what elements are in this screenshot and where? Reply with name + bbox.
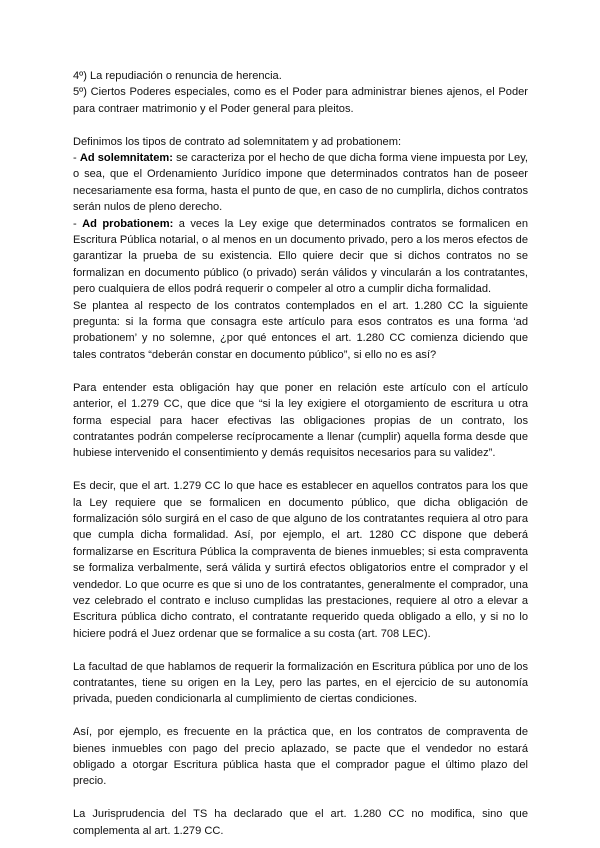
paragraph-ejemplo: Así, por ejemplo, es frecuente en la práctica que, en los contratos de compraventa de bienes inmuebles con pago del precio aplazado, se pacte que el vendedor no estará obligado a otorgar Escritura pública hasta que el comprador pague el último plazo del precio.: [73, 726, 528, 788]
term-ad-probationem: Ad probationem:: [82, 217, 174, 230]
document-page: [73, 68, 528, 839]
bullet-prefix: -: [73, 152, 80, 165]
paragraph-item-5: 5º) Ciertos Poderes especiales, como es el Poder para administrar bienes ajenos, el Poder para contraer matrimonio y el Poder general para pleitos.: [73, 86, 528, 115]
paragraph-item-4: 4º) La repudiación o renuncia de herencia.: [73, 70, 282, 82]
spacer: [73, 708, 528, 724]
spacer: [73, 117, 528, 133]
spacer: [73, 642, 528, 658]
paragraph-jurisprudencia: La Jurisprudencia del TS ha declarado que el art. 1.280 CC no modifica, sino que complementa al art. 1.279 CC.: [73, 808, 528, 837]
spacer: [73, 363, 528, 379]
spacer: [73, 790, 528, 806]
paragraph-question: Se plantea al respecto de los contratos contemplados en el art. 1.280 CC la siguiente pregunta: si la forma que consagra este artículo para esos contratos es una forma ‘ad probationem’ y no solemne, ¿por qué entonces el art. 1.280 CC comienza diciendo que tales contratos “deberán constar en documento público”, si ello no es así?: [73, 299, 528, 361]
bullet-prefix: -: [73, 217, 83, 230]
paragraph-definition-intro: Definimos los tipos de contrato ad solemnitatem y ad probationem:: [73, 135, 402, 148]
definition-text: a veces la Ley exige que determinados contratos se formalicen en Escritura Pública notarial, o al menos en un documento privado, pero a los meros efectos de garantizar la prueba de su existencia. Ello quiere decir que si dichos contratos no se formalizan en documento público (o privado) serán válidos y vincularán a los contratantes, pero cualquiera de ellos podrá requerir o compeler al otro a cumplir dicha formalidad.: [73, 217, 529, 296]
definition-text: se caracteriza por el hecho de que dicha forma viene impuesta por Ley, o sea, que el Ordenamiento Jurídico impone que determinados contratos han de poseer necesariamente esa forma, hasta el punto de que, en caso de no cumplirla, dichos contratos serán nulos de pleno derecho.: [73, 152, 528, 214]
paragraph-ad-solemnitatem: [73, 150, 528, 216]
paragraph-es-decir: Es decir, que el art. 1.279 CC lo que hace es establecer en aquellos contratos para los que la Ley requiere que se formalicen en documento público, que dicha obligación de formalización sólo surgirá en el caso de que alguno de los contratantes requiera al otro para que cumpla dicha formalidad. Así, por ejemplo, el art. 1280 CC dispone que deberá formalizarse en Escritura Pública la compraventa de bienes inmuebles; si esta compraventa se formaliza verbalmente, será válida y surtirá efectos obligatorios entre el comprador y el vendedor. Lo que ocurre es que si uno de los contratantes, generalmente el comprador, una vez celebrado el contrato e incluso cumplidas las prestaciones, requiere al otro a elevar a Escritura pública dicho contrato, el contratante requerido queda obligado a ello, y si no lo hiciere podrá el Juez ordenar que se formalice a su costa (art. 708 LEC).: [73, 480, 528, 640]
spacer: [73, 462, 528, 478]
paragraph-facultad: La facultad de que hablamos de requerir la formalización en Escritura pública por uno de los contratantes, tiene su origen en la Ley, pero las partes, en el ejercicio de su autonomía privada, pueden condicionarla al cumplimiento de ciertas condiciones.: [73, 660, 528, 706]
term-ad-solemnitatem: Ad solemnitatem:: [79, 152, 173, 165]
paragraph-ad-probationem: [73, 216, 528, 298]
paragraph-art-1279: Para entender esta obligación hay que poner en relación este artículo con el artículo anterior, el 1.279 CC, que dice que “si la ley exigiere el otorgamiento de escritura u otra forma especial para hacer efectivas las obligaciones propias de un contrato, los contratantes podrán compelerse recíprocamente a llenar (cumplir) aquella forma desde que hubiese intervenido el consentimiento y demás requisitos necesarios para su validez”.: [73, 381, 528, 460]
